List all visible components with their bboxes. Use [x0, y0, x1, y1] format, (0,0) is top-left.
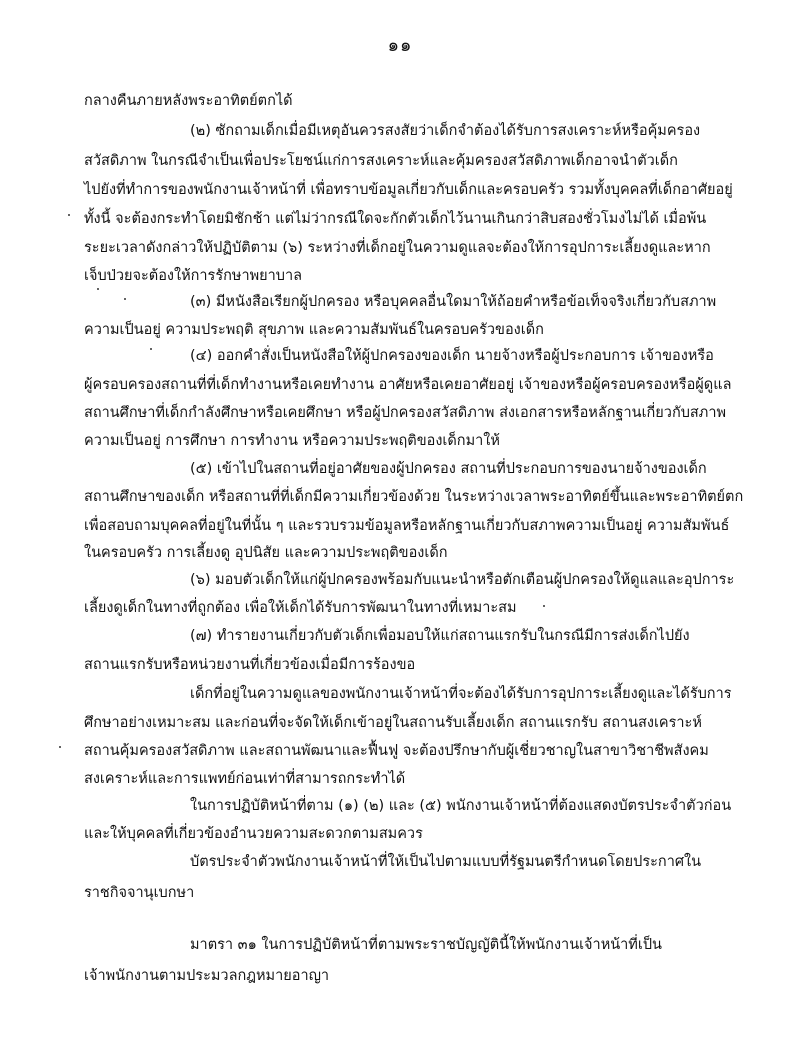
scan-speck [59, 746, 61, 748]
text-line: กลางคืนภายหลังพระอาทิตย์ตกได้ [84, 93, 293, 109]
text-line: (๓) มีหนังสือเรียกผู้ปกครอง หรือบุคคลอื่นใดมาให้ถ้อยคำหรือข้อเท็จจริงเกี่ยวกับสภาพ [190, 294, 717, 310]
text-line: (๗) ทำรายงานเกี่ยวกับตัวเด็กเพื่อมอบให้แก่สถานแรกรับในกรณีมีการส่งเด็กไปยัง [190, 628, 690, 644]
text-line: เพื่อสอบถามบุคคลที่อยู่ในที่นั้น ๆ และรวบรวมข้อมูลหรือหลักฐานเกี่ยวกับสภาพความเป็นอยู่ ความสัมพันธ์ [84, 518, 730, 534]
text-line: ในครอบครัว การเลี้ยงดู อุปนิสัย และความประพฤติของเด็ก [84, 545, 448, 561]
scan-speck [150, 348, 152, 350]
scan-speck [97, 288, 99, 290]
text-line: เลี้ยงดูเด็กในทางที่ถูกต้อง เพื่อให้เด็กได้รับการพัฒนาในทางที่เหมาะสม [84, 600, 517, 616]
text-line: ราชกิจจานุเบกษา [84, 885, 195, 901]
text-line: ทั้งนี้ จะต้องกระทำโดยมิชักช้า แต่ไม่ว่ากรณีใดจะกักตัวเด็กไว้นานเกินกว่าสิบสองชั่วโมงไม่ได้ เมื่อพ้น [84, 211, 707, 227]
text-line: ความเป็นอยู่ การศึกษา การทำงาน หรือความประพฤติของเด็กมาให้ [84, 433, 500, 449]
text-line: (๒) ซักถามเด็กเมื่อมีเหตุอันควรสงสัยว่าเด็กจำต้องได้รับการสงเคราะห์หรือคุ้มครอง [190, 123, 701, 139]
text-line: มาตรา ๓๑ ในการปฏิบัติหน้าที่ตามพระราชบัญญัตินี้ให้พนักงานเจ้าหน้าที่เป็น [190, 937, 662, 953]
text-line: สถานศึกษาที่เด็กกำลังศึกษาหรือเคยศึกษา หรือผู้ปกครองสวัสดิภาพ ส่งเอกสารหรือหลักฐานเกี่ยวกับสภาพ [84, 405, 727, 421]
text-line: สงเคราะห์และการแพทย์ก่อนเท่าที่สามารถกระทำได้ [84, 771, 406, 787]
text-line: บัตรประจำตัวพนักงานเจ้าหน้าที่ให้เป็นไปตามแบบที่รัฐมนตรีกำหนดโดยประกาศใน [190, 854, 702, 870]
text-line: ระยะเวลาดังกล่าวให้ปฏิบัติตาม (๖) ระหว่างที่เด็กอยู่ในความดูแลจะต้องให้การอุปการะเลี้ยงดูและหาก [84, 240, 711, 256]
scan-speck [543, 605, 545, 607]
text-line: (๖) มอบตัวเด็กให้แก่ผู้ปกครองพร้อมกับแนะนำหรือตักเตือนผู้ปกครองให้ดูแลและอุปการะ [190, 572, 735, 588]
text-line: เจ้าพนักงานตามประมวลกฎหมายอาญา [84, 968, 330, 984]
text-line: สถานคุ้มครองสวัสดิภาพ และสถานพัฒนาและฟื้นฟู จะต้องปรึกษากับผู้เชี่ยวชาญในสาขาวิชาชีพสังคม [84, 743, 709, 759]
text-line: เด็กที่อยู่ในความดูแลของพนักงานเจ้าหน้าที่จะต้องได้รับการอุปการะเลี้ยงดูและได้รับการ [190, 686, 732, 702]
text-line: ผู้ครอบครองสถานที่ที่เด็กทำงานหรือเคยทำงาน อาศัยหรือเคยอาศัยอยู่ เจ้าของหรือผู้ครอบครองหรือผู้ดูแล [84, 377, 732, 393]
text-line: เจ็บป่วยจะต้องให้การรักษาพยาบาล [84, 268, 303, 284]
page-number: ๑๑ [387, 35, 413, 56]
text-line: สถานแรกรับหรือหน่วยงานที่เกี่ยวข้องเมื่อมีการร้องขอ [84, 657, 416, 673]
text-line: ไปยังที่ทำการของพนักงานเจ้าหน้าที่ เพื่อทราบข้อมูลเกี่ยวกับเด็กและครอบครัว รวมทั้งบุคคลที่เด็กอาศัยอยู่ [84, 182, 733, 198]
text-line: สวัสดิภาพ ในกรณีจำเป็นเพื่อประโยชน์แก่การสงเคราะห์และคุ้มครองสวัสดิภาพเด็กอาจนำตัวเด็ก [84, 153, 678, 169]
text-line: ความเป็นอยู่ ความประพฤติ สุขภาพ และความสัมพันธ์ในครอบครัวของเด็ก [84, 322, 544, 338]
scan-speck [68, 214, 70, 216]
text-line: สถานศึกษาของเด็ก หรือสถานที่ที่เด็กมีความเกี่ยวข้องด้วย ในระหว่างเวลาพระอาทิตย์ขึ้นและพระอาทิตย์ตก [84, 489, 744, 505]
scan-speck [124, 298, 126, 300]
text-line: (๔) ออกคำสั่งเป็นหนังสือให้ผู้ปกครองของเด็ก นายจ้างหรือผู้ประกอบการ เจ้าของหรือ [190, 348, 714, 364]
text-line: และให้บุคคลที่เกี่ยวข้องอำนวยความสะดวกตามสมควร [84, 826, 423, 842]
text-line: ในการปฏิบัติหน้าที่ตาม (๑) (๒) และ (๕) พนักงานเจ้าหน้าที่ต้องแสดงบัตรประจำตัวก่อน [190, 798, 732, 814]
text-line: ศึกษาอย่างเหมาะสม และก่อนที่จะจัดให้เด็กเข้าอยู่ในสถานรับเลี้ยงเด็ก สถานแรกรับ สถานสงเคราะห์ [84, 715, 702, 731]
text-line: (๕) เข้าไปในสถานที่อยู่อาศัยของผู้ปกครอง สถานที่ประกอบการของนายจ้างของเด็ก [190, 461, 707, 477]
